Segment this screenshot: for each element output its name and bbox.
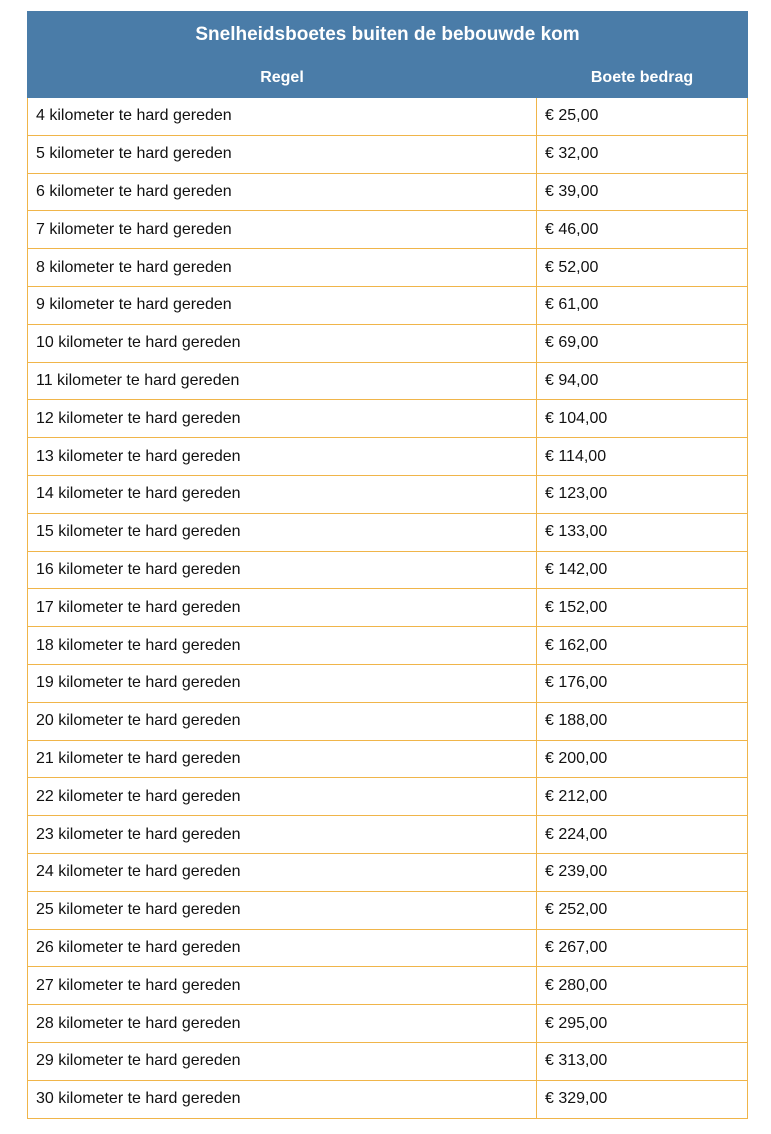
rule-cell: 24 kilometer te hard gereden: [28, 853, 537, 891]
table-row: [28, 627, 748, 665]
rule-cell: 18 kilometer te hard gereden: [28, 627, 537, 665]
fine-amount-cell: € 212,00: [537, 778, 748, 816]
rule-cell: 22 kilometer te hard gereden: [28, 778, 537, 816]
rule-cell: 29 kilometer te hard gereden: [28, 1042, 537, 1080]
fines-table: [27, 11, 748, 1119]
table-row: [28, 702, 748, 740]
fine-amount-cell: € 224,00: [537, 816, 748, 854]
table-row: [28, 400, 748, 438]
fine-amount-cell: € 188,00: [537, 702, 748, 740]
fine-amount-cell: € 114,00: [537, 438, 748, 476]
fine-amount-cell: € 329,00: [537, 1080, 748, 1118]
fine-amount-cell: € 313,00: [537, 1042, 748, 1080]
rule-cell: 23 kilometer te hard gereden: [28, 816, 537, 854]
rule-cell: 25 kilometer te hard gereden: [28, 891, 537, 929]
fine-amount-cell: € 133,00: [537, 513, 748, 551]
rule-cell: 17 kilometer te hard gereden: [28, 589, 537, 627]
table-row: [28, 513, 748, 551]
table-row: [28, 891, 748, 929]
table-row: [28, 475, 748, 513]
rule-cell: 7 kilometer te hard gereden: [28, 211, 537, 249]
rule-cell: 27 kilometer te hard gereden: [28, 967, 537, 1005]
table-row: [28, 967, 748, 1005]
table-row: [28, 816, 748, 854]
fine-amount-cell: € 69,00: [537, 324, 748, 362]
fine-amount-cell: € 25,00: [537, 98, 748, 136]
rule-cell: 21 kilometer te hard gereden: [28, 740, 537, 778]
fine-amount-cell: € 280,00: [537, 967, 748, 1005]
fines-table-container: [27, 11, 747, 1119]
fine-amount-cell: € 94,00: [537, 362, 748, 400]
fine-amount-cell: € 152,00: [537, 589, 748, 627]
column-header-fine-amount: Boete bedrag: [537, 58, 748, 98]
table-row: [28, 1080, 748, 1118]
table-title: Snelheidsboetes buiten de bebouwde kom: [28, 12, 748, 58]
table-row: [28, 362, 748, 400]
fine-amount-cell: € 61,00: [537, 286, 748, 324]
table-row: [28, 740, 748, 778]
fine-amount-cell: € 295,00: [537, 1005, 748, 1043]
fine-amount-cell: € 267,00: [537, 929, 748, 967]
table-row: [28, 778, 748, 816]
fine-amount-cell: € 123,00: [537, 475, 748, 513]
rule-cell: 9 kilometer te hard gereden: [28, 286, 537, 324]
rule-cell: 20 kilometer te hard gereden: [28, 702, 537, 740]
table-row: [28, 211, 748, 249]
rule-cell: 10 kilometer te hard gereden: [28, 324, 537, 362]
rule-cell: 11 kilometer te hard gereden: [28, 362, 537, 400]
rule-cell: 5 kilometer te hard gereden: [28, 135, 537, 173]
fine-amount-cell: € 32,00: [537, 135, 748, 173]
table-row: [28, 324, 748, 362]
table-row: [28, 551, 748, 589]
fine-amount-cell: € 252,00: [537, 891, 748, 929]
table-row: [28, 853, 748, 891]
table-row: [28, 1005, 748, 1043]
rule-cell: 13 kilometer te hard gereden: [28, 438, 537, 476]
rule-cell: 6 kilometer te hard gereden: [28, 173, 537, 211]
table-row: [28, 664, 748, 702]
table-row: [28, 286, 748, 324]
table-row: [28, 589, 748, 627]
table-row: [28, 438, 748, 476]
fine-amount-cell: € 176,00: [537, 664, 748, 702]
rule-cell: 26 kilometer te hard gereden: [28, 929, 537, 967]
fine-amount-cell: € 52,00: [537, 249, 748, 287]
rule-cell: 12 kilometer te hard gereden: [28, 400, 537, 438]
table-row: [28, 173, 748, 211]
rule-cell: 4 kilometer te hard gereden: [28, 98, 537, 136]
rule-cell: 30 kilometer te hard gereden: [28, 1080, 537, 1118]
table-row: [28, 98, 748, 136]
column-header-rule: Regel: [28, 58, 537, 98]
table-row: [28, 929, 748, 967]
fine-amount-cell: € 104,00: [537, 400, 748, 438]
table-body: [28, 98, 748, 1119]
rule-cell: 16 kilometer te hard gereden: [28, 551, 537, 589]
fine-amount-cell: € 46,00: [537, 211, 748, 249]
fine-amount-cell: € 239,00: [537, 853, 748, 891]
table-row: [28, 1042, 748, 1080]
table-row: [28, 135, 748, 173]
fine-amount-cell: € 200,00: [537, 740, 748, 778]
rule-cell: 8 kilometer te hard gereden: [28, 249, 537, 287]
rule-cell: 14 kilometer te hard gereden: [28, 475, 537, 513]
rule-cell: 19 kilometer te hard gereden: [28, 664, 537, 702]
rule-cell: 28 kilometer te hard gereden: [28, 1005, 537, 1043]
fine-amount-cell: € 39,00: [537, 173, 748, 211]
fine-amount-cell: € 162,00: [537, 627, 748, 665]
fine-amount-cell: € 142,00: [537, 551, 748, 589]
table-row: [28, 249, 748, 287]
title-row: [28, 12, 748, 58]
rule-cell: 15 kilometer te hard gereden: [28, 513, 537, 551]
column-header-row: [28, 58, 748, 98]
